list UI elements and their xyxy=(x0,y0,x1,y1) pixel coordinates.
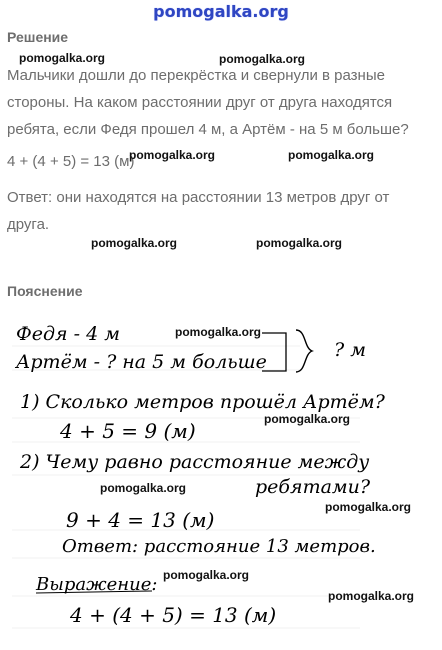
solution-expression: 4 + (4 + 5) = 13 (м) xyxy=(7,153,135,170)
hand-calc-2: 9 + 4 = 13 (м) xyxy=(66,508,215,532)
hand-answer: Ответ: расстояние 13 метров. xyxy=(62,536,376,557)
watermark: pomogalka.org xyxy=(19,51,106,65)
watermark: pomogalka.org xyxy=(288,148,375,162)
watermark: pomogalka.org xyxy=(100,481,187,495)
hand-line-fedya: Федя - 4 м xyxy=(16,323,121,345)
solution-answer: Ответ: они находятся на расстоянии 13 метров друг от друга. xyxy=(7,189,390,233)
hand-question-2b: ребятами? xyxy=(255,476,371,498)
watermark: pomogalka.org xyxy=(256,236,343,250)
hand-question-1: 1) Сколько метров прошёл Артём? xyxy=(20,391,385,413)
watermark: pomogalka.org xyxy=(325,500,412,514)
hand-calc-1: 4 + 5 = 9 (м) xyxy=(60,419,196,443)
watermark: pomogalka.org xyxy=(129,148,216,162)
watermark: pomogalka.org xyxy=(264,412,351,426)
watermark: pomogalka.org xyxy=(91,236,178,250)
watermark: pomogalka.org xyxy=(328,589,415,603)
hand-expression-label: Выражение: xyxy=(36,574,158,595)
watermark: pomogalka.org xyxy=(219,52,306,66)
site-logo[interactable]: pomogalka.org xyxy=(153,2,289,21)
hand-brace-label: ? м xyxy=(334,339,366,361)
hand-expression: 4 + (4 + 5) = 13 (м) xyxy=(70,603,277,627)
problem-text: Мальчики дошли до перекрёстка и свернули в разные стороны. На каком расстоянии друг от друга находятся ребята, если Федя прошел 4 м, а Артём - на 5 м больше? xyxy=(7,67,409,138)
watermark: pomogalka.org xyxy=(175,325,262,339)
curly-brace xyxy=(296,330,312,372)
explanation-heading: Пояснение xyxy=(7,283,83,299)
hand-question-2a: 2) Чему равно расстояние между xyxy=(20,451,370,473)
solution-heading: Решение xyxy=(7,29,69,45)
watermark: pomogalka.org xyxy=(163,568,250,582)
hand-line-artem: Артём - ? на 5 м больше xyxy=(16,351,267,373)
